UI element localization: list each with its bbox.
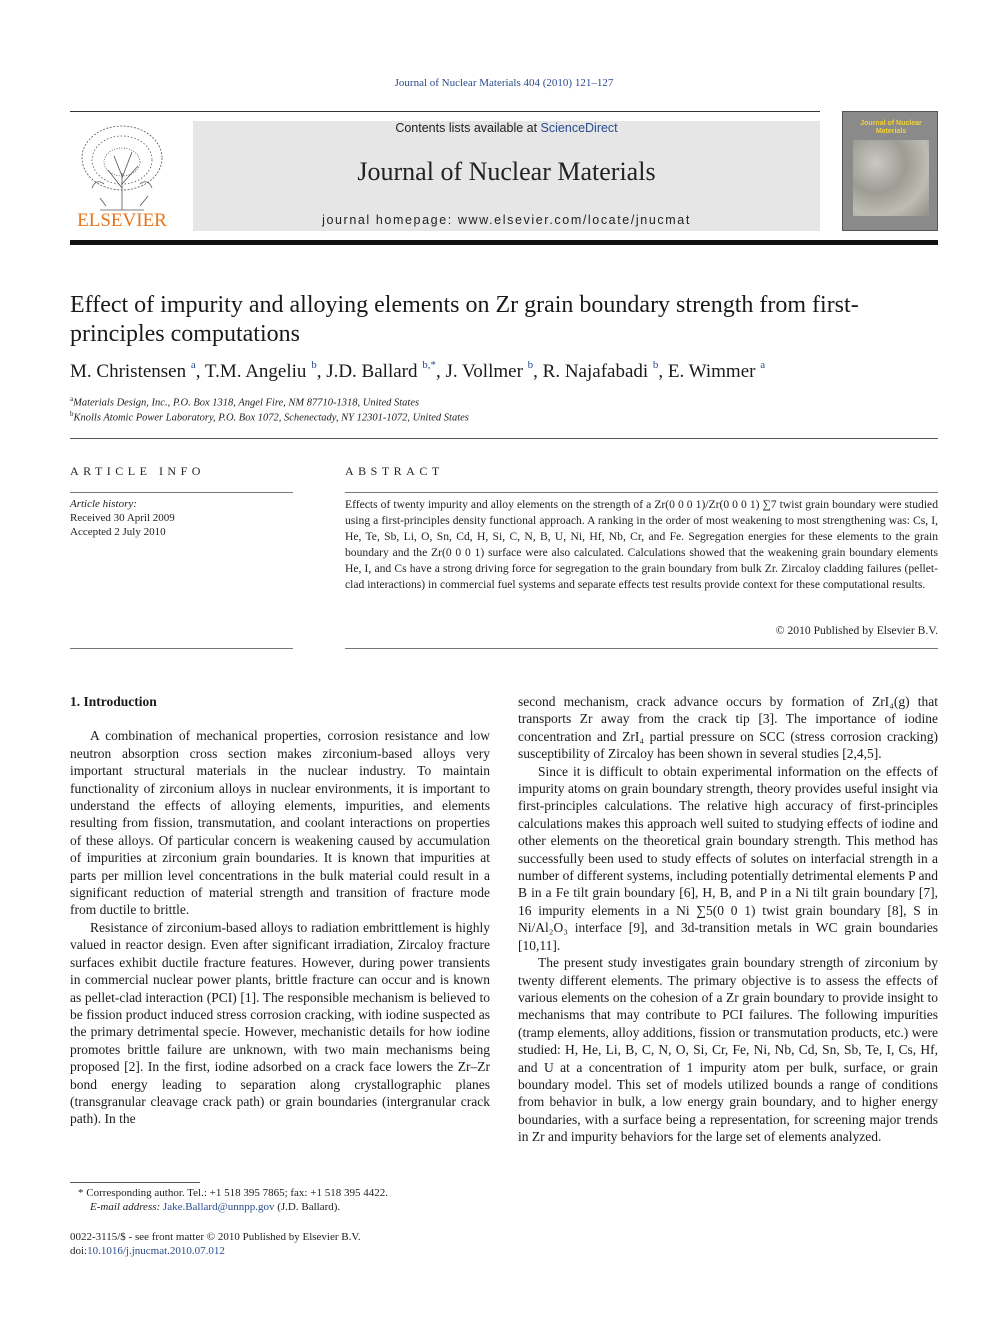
author-name: E. Wimmer [667, 361, 756, 382]
corresponding-author-note: * Corresponding author. Tel.: +1 518 395 7865; fax: +1 518 395 4422. [78, 1187, 388, 1199]
email-note [70, 1201, 490, 1213]
body-paragraph: A combination of mechanical properties, corrosion resistance and low neutron absorption cross section makes zirconium-based alloys very important structural materials in the nuclear industry. To maintain functionality of zirconium alloys in nuclear environments, it is important to understand the effects of alloying elements, impurities, and elements resulting from fission, transmutation, and coolant interactions on properties of these alloys. Of particular concern is weakening caused by accumulation of impurities at zirconium grain boundaries. It is known that impurities at parts per million level concentrations in the bulk material could result in a significant reduction of material strength and transition of fracture mode from ductile to brittle. [70, 728, 490, 918]
abstract-copyright: © 2010 Published by Elsevier B.V. [775, 624, 938, 637]
author-name: J. Vollmer [445, 361, 523, 382]
affiliation-text: Knolls Atomic Power Laboratory, P.O. Box 1072, Schenectady, NY 12301-1072, United States [73, 412, 469, 424]
journal-homepage[interactable]: journal homepage: www.elsevier.com/locate/jnucmat [322, 213, 691, 227]
article-history [70, 497, 293, 539]
email-suffix: (J.D. Ballard). [274, 1201, 341, 1213]
affiliation-mark: a [70, 395, 74, 403]
contents-line [193, 121, 820, 135]
author-affiliation-mark[interactable]: b [652, 359, 659, 371]
header-rule [70, 111, 820, 112]
doi-line [70, 1245, 490, 1257]
author-affiliation-mark[interactable]: b,* [422, 359, 436, 371]
journal-title: Journal of Nuclear Materials [357, 157, 656, 186]
journal-cover-image [842, 111, 938, 231]
body-paragraph: Since it is difficult to obtain experimental information on the effects of impurity atoms on grain boundary strength, theory provides useful insight via first-principles calculations. The relative high accuracy of first-principles calculations makes this approach well suited to studying effects of iodine and other elements on the theoretical grain boundary strength. This method has successfully been used to study effects of solutes on interfacial strength in a number of different systems, including potentially detrimental elements P and B in a Fe tilt grain boundary [6], H, B, and P in a Ni tilt grain boundary [7], 16 impurity elements in a Ni ∑5(0 0 1) twist grain boundary [8], S in Ni/Al₂O₃ interface [9], and 3d-transition metals in WC grain boundaries [10,11]. [518, 763, 938, 953]
author-affiliation-mark[interactable]: b [527, 359, 534, 371]
doi-label: doi: [70, 1245, 88, 1257]
body-column-right [518, 693, 938, 1146]
sciencedirect-link[interactable]: ScienceDirect [540, 121, 618, 135]
article-info-heading: ARTICLE INFO [70, 464, 205, 478]
contents-prefix: Contents lists available at [395, 121, 541, 135]
email-link[interactable]: Jake.Ballard@unnpp.gov [162, 1201, 275, 1213]
author-affiliation-mark[interactable]: a [760, 359, 766, 371]
affiliation-mark: b [70, 410, 74, 418]
affiliation-a [70, 395, 938, 409]
affiliation-text: Materials Design, Inc., P.O. Box 1318, Angel Fire, NM 87710-1318, United States [73, 397, 420, 409]
author-affiliation-mark[interactable]: a [190, 359, 196, 371]
section-heading: 1. Introduction [70, 694, 157, 709]
doi-link[interactable]: 10.1016/j.jnucmat.2010.07.012 [87, 1245, 225, 1257]
abstract-rule-top [345, 492, 938, 493]
paper-title: Effect of impurity and alloying elements on Zr grain boundary strength from first-principles computations [70, 292, 859, 347]
abstract-rule-bottom [345, 648, 938, 649]
author-affiliation-mark[interactable]: b [311, 359, 317, 371]
article-info-rule-top [70, 492, 293, 493]
elsevier-wordmark: ELSEVIER [77, 210, 167, 231]
body-column-left [70, 693, 490, 1128]
abstract-heading: ABSTRACT [345, 464, 444, 478]
cover-texture [853, 140, 929, 216]
author-name: T.M. Angeliu [204, 361, 307, 382]
author-name: R. Najafabadi [542, 361, 649, 382]
received-date: Received 30 April 2009 [70, 512, 175, 524]
issn-line: 0022-3115/$ - see front matter © 2010 Published by Elsevier B.V. [70, 1231, 361, 1243]
affiliation-b [70, 410, 938, 424]
article-info-rule-bottom [70, 648, 293, 649]
abstract-text: Effects of twenty impurity and alloy elements on the strength of a Zr(0 0 0 1)/Zr(0 0 0 1) ∑7 twist grain boundary were studied using a first-principles density functional approach. A ranking in the order of most weakening to most strengthening was: Cs, I, He, Te, Sb, Li, O, Sn, Cd, H, Si, C, N, B, U, Ni, Hf, Nb, Cr, and Fe. Segregation energies for these elements to the grain boundary and the Zr(0 0 0 1) surface were also calculated. Calculations showed that the weakening grain boundary elements He, I, and Cs have a strong driving force for segregation to the grain boundary from bulk Zr. Zircaloy cladding failures (pellet-clad interactions) in commercial fuel systems and separate effects test results provide context for these computational results. [345, 498, 938, 591]
masthead-rule [70, 240, 938, 245]
history-label: Article history: [70, 498, 137, 510]
author-list: M. Christensen $^a$, T.M. Angeliu $^b$, J.D. Ballard $^{b,*}$, J. Vollmer $^b$, R. Najafabadi $^b$, E. Wimmer $^a$ [70, 359, 766, 382]
accepted-date: Accepted 2 July 2010 [70, 526, 166, 538]
author-name: M. Christensen [70, 361, 187, 382]
author-name: J.D. Ballard [326, 361, 418, 382]
journal-reference[interactable]: Journal of Nuclear Materials 404 (2010) 121–127 [394, 77, 614, 89]
body-paragraph: second mechanism, crack advance occurs by formation of ZrI₄(g) that transports Zr away from the crack tip [3]. The importance of iodine concentration and ZrI₄ partial pressure on SCC (stress corrosion cracking) susceptibility of Zircaloy has been shown in several studies [2,4,5]. [518, 694, 938, 762]
cover-title: Journal of Nuclear Materials [860, 120, 922, 135]
body-paragraph: The present study investigates grain boundary strength of zirconium by twenty different elements. The primary objective is to assess the effects of various elements on the cohesion of a Zr grain boundary to provide insight to mechanisms that may contribute to PCI failures. The following impurities (tramp elements, alloy additions, fission or transmutation products, etc.) were studied: H, He, Li, B, C, N, O, Si, Cr, Fe, Ni, Nb, Cd, Sn, Sb, Te, I, Cs, Hf, and U at a concentration of 1 impurity atom per bulk, surface, or grain boundary model. This set of models utilized bounds a range of conditions from behavior in bulk, a low energy grain boundary, and to higher energy boundaries, with a surface being a representation, for screening major trends in Zr and impurity behaviors for the large set of elements analyzed. [518, 955, 938, 1145]
section-rule [70, 438, 938, 439]
email-label: E-mail address: [90, 1201, 163, 1213]
body-paragraph: Resistance of zirconium-based alloys to radiation embrittlement is highly valued in reactor design. Even after significant irradiation, Zircaloy fracture surfaces exhibit ductile fracture features. However, during power transients in commercial nuclear power plants, brittle fracture can occur and is known as pellet-clad interaction (PCI) [1]. The responsible mechanism is believed to be fission product induced stress corrosion cracking, with iodine suspected as the primary detrimental specie. However, mechanistic details for how iodine promotes brittle failure are unknown, with two main mechanisms being proposed [2]. In the first, iodine adsorbed on a crack face lowers the Zr–Zr bond energy leading to separation along crystallographic planes (transgranular cleavage crack path) or grain boundaries (intergranular crack path). In the [70, 919, 490, 1127]
footnote-rule [70, 1182, 200, 1183]
